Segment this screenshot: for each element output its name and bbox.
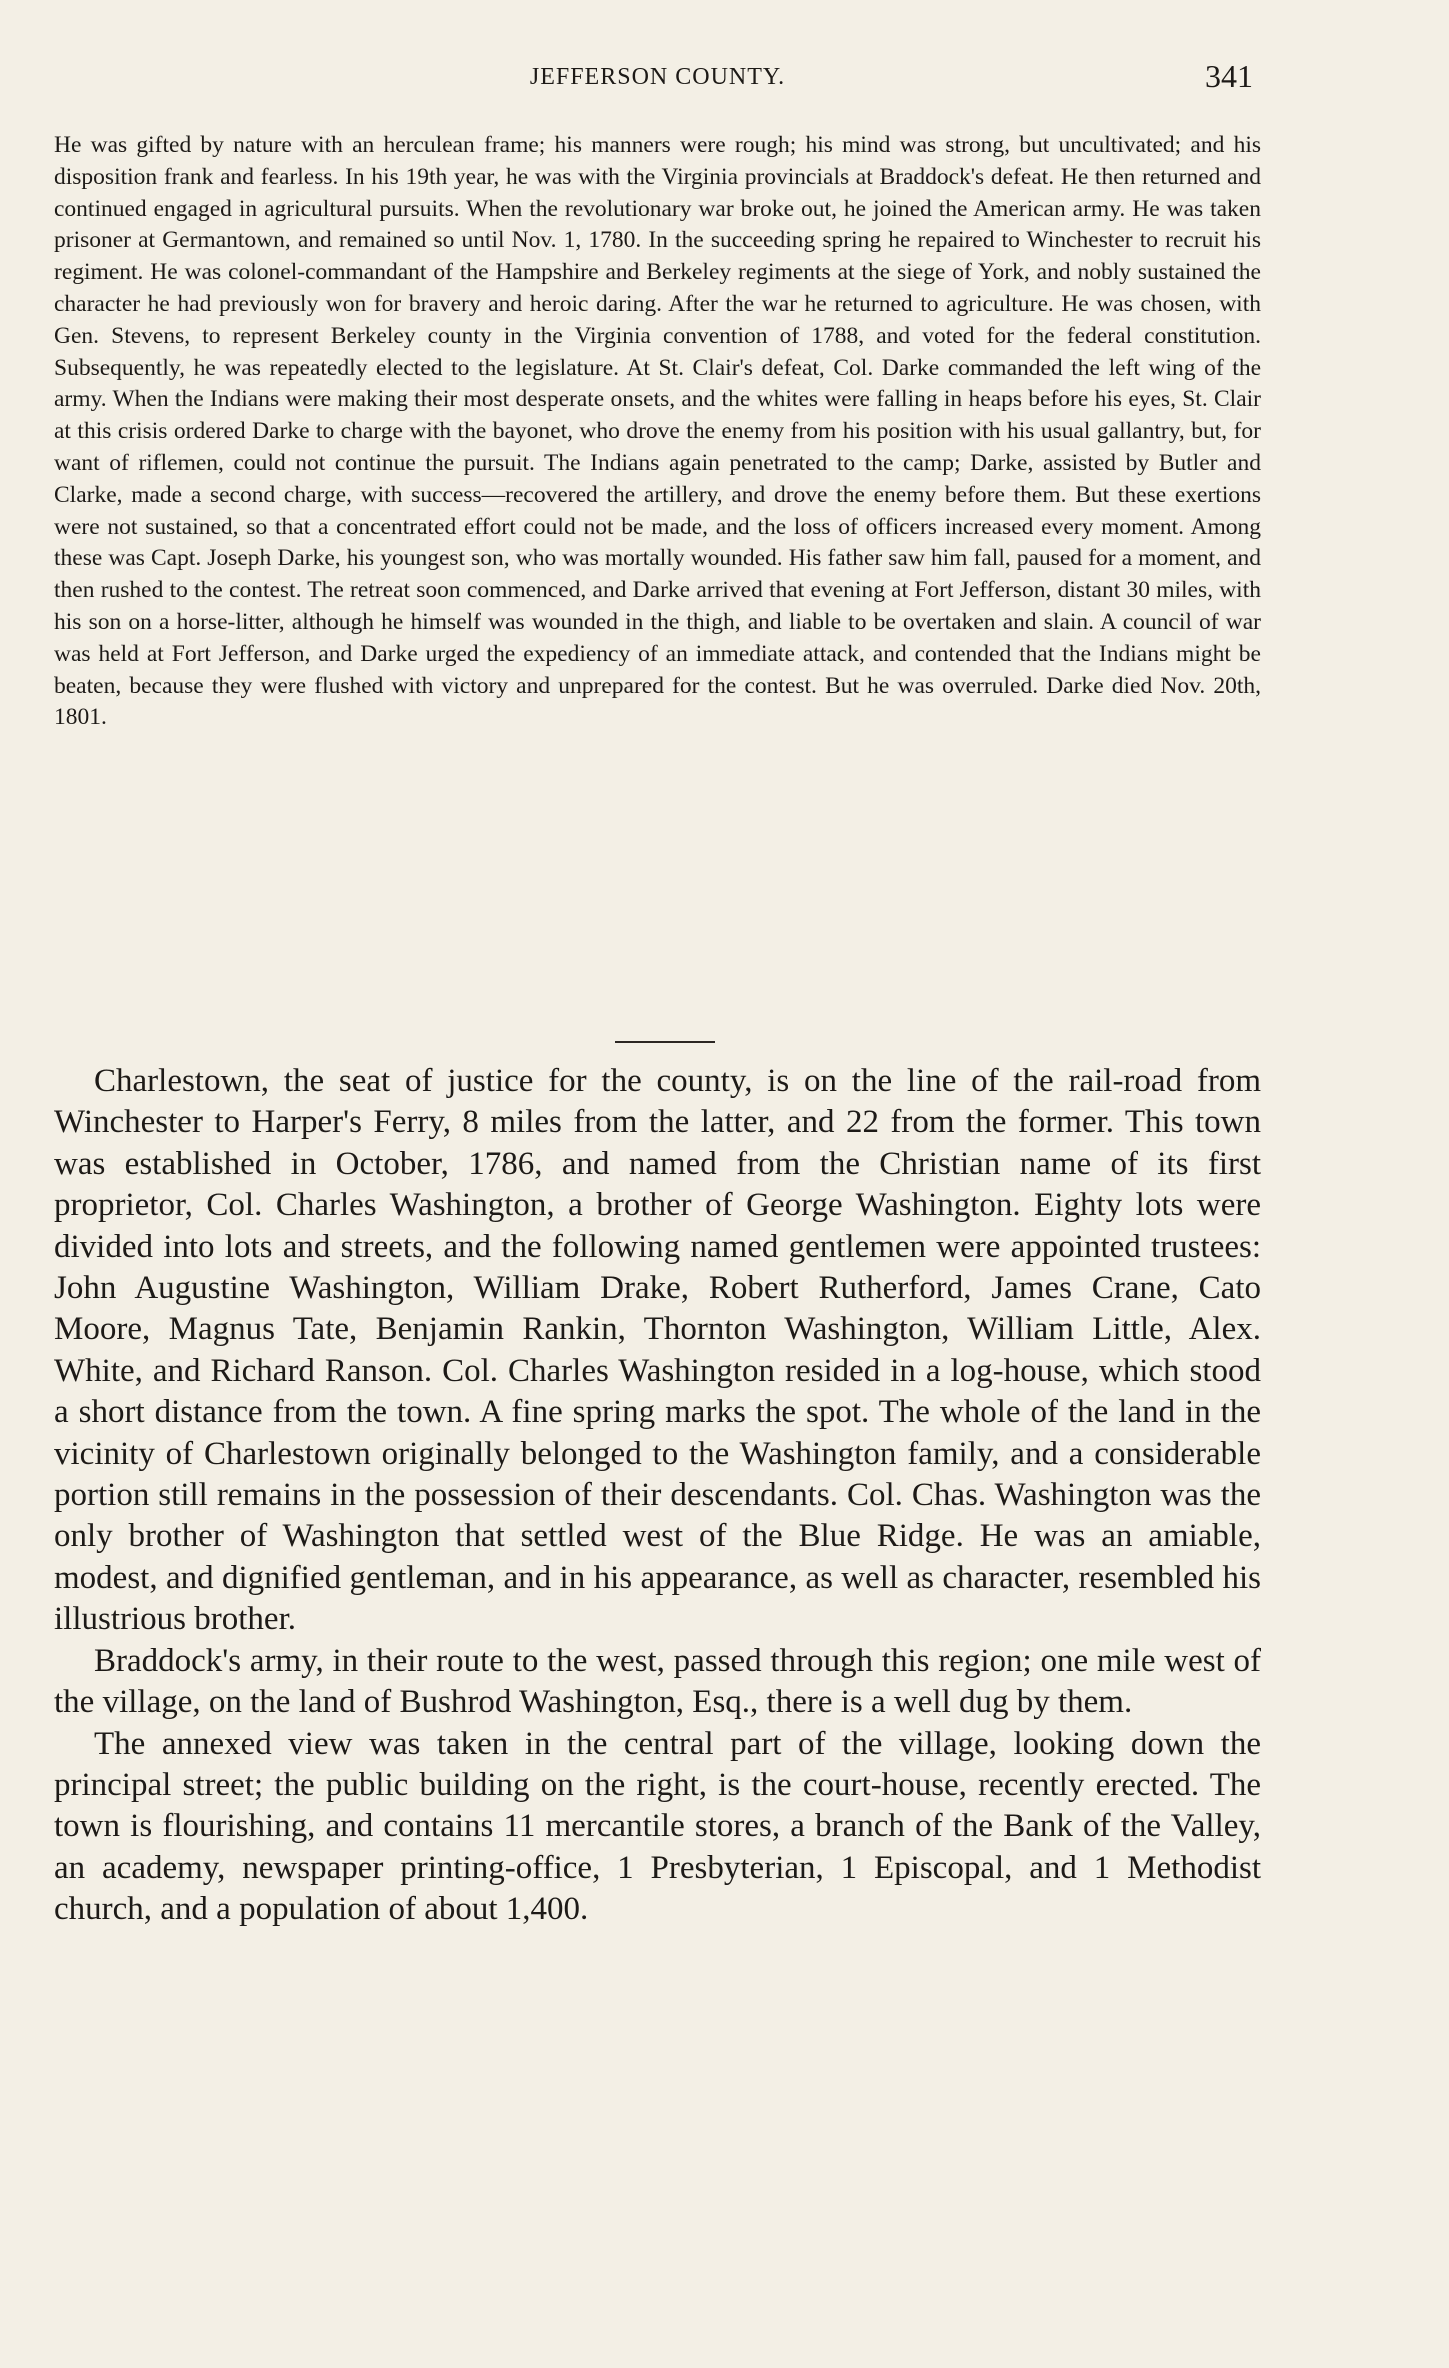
footnote-paragraph: He was gifted by nature with an herculean frame; his manners were rough; his mind was strong, but uncultivated; and his disposition frank and fearless. In his 19th year, he was with the Virginia provincials at Braddock's defeat. He then returned and continued engaged in agricultural pursuits. When the revolutionary war broke out, he joined the American army. He was taken prisoner at Germantown, and remained so until Nov. 1, 1780. In the succeeding spring he repaired to Winchester to recruit his regiment. He was colonel-commandant of the Hampshire and Berkeley regiments at the siege of York, and nobly sustained the character he had previously won for bravery and heroic daring. After the war he returned to agriculture. He was chosen, with Gen. Stevens, to represent Berkeley county in the Virginia convention of 1788, and voted for the federal constitution. Subsequently, he was repeatedly elected to the legislature. At St. Clair's defeat, Col. Darke commanded the left wing of the army. When the Indians were making their most desperate onsets, and the whites were falling in heaps before his eyes, St. Clair at this crisis ordered Darke to charge with the bayonet, who drove the enemy from his position with his usual gallantry, but, for want of riflemen, could not continue the pursuit. The Indians again penetrated to the camp; Darke, assisted by Butler and Clarke, made a second charge, with success—recovered the artillery, and drove the enemy before them. But these exertions were not sustained, so that a concentrated effort could not be made, and the loss of officers increased every moment. Among these was Capt. Joseph Darke, his youngest son, who was mortally wounded. His father saw him fall, paused for a moment, and then rushed to the contest. The retreat soon commenced, and Darke arrived that evening at Fort Jefferson, distant 30 miles, with his son on a horse-litter, although he himself was wounded in the thigh, and liable to be overtaken and slain. A council of war was held at Fort Jefferson, and Darke urged the expediency of an immediate attack, and contended that the Indians might be beaten, because they were flushed with victory and unprepared for the contest. But he was overruled. Darke died Nov. 20th, 1801. (54, 132, 1261, 731)
main-text (54, 1061, 1261, 1931)
paragraph-view: The annexed view was taken in the central part of the village, looking down the principal street; the public building on the right, is the court-house, recently erected. The town is flourishing, and contains 11 mercantile stores, a branch of the Bank of the Valley, an academy, newspaper printing-office, 1 Presbyterian, 1 Episcopal, and 1 Methodist church, and a population of about 1,400. (54, 1725, 1261, 1928)
footnote-block (54, 130, 1261, 734)
running-title: JEFFERSON COUNTY. (529, 64, 786, 90)
page-number: 341 (1205, 58, 1253, 94)
running-header (54, 58, 1261, 98)
section-divider (615, 1041, 715, 1043)
paragraph-charlestown: Charlestown, the seat of justice for the county, is on the line of the rail-road from Winchester to Harper's Ferry, 8 miles from the latter, and 22 from the former. This town was established in October, 1786, and named from the Christian name of its first proprietor, Col. Charles Washington, a brother of George Washington. Eighty lots were divided into lots and streets, and the following named gentlemen were appointed trustees: John Augustine Washington, William Drake, Robert Rutherford, James Crane, Cato Moore, Magnus Tate, Benjamin Rankin, Thornton Washington, William Little, Alex. White, and Richard Ranson. Col. Charles Washington resided in a log-house, which stood a short distance from the town. A fine spring marks the spot. The whole of the land in the vicinity of Charlestown originally belonged to the Washington family, and a considerable portion still remains in the possession of their descendants. Col. Chas. Washington was the only brother of Washington that settled west of the Blue Ridge. He was an amiable, modest, and dignified gentleman, and in his appearance, as well as character, resembled his illustrious brother. (54, 1063, 1261, 1638)
paragraph-braddock: Braddock's army, in their route to the west, passed through this region; one mile west of the village, on the land of Bushrod Washington, Esq., there is a well dug by them. (54, 1642, 1261, 1721)
